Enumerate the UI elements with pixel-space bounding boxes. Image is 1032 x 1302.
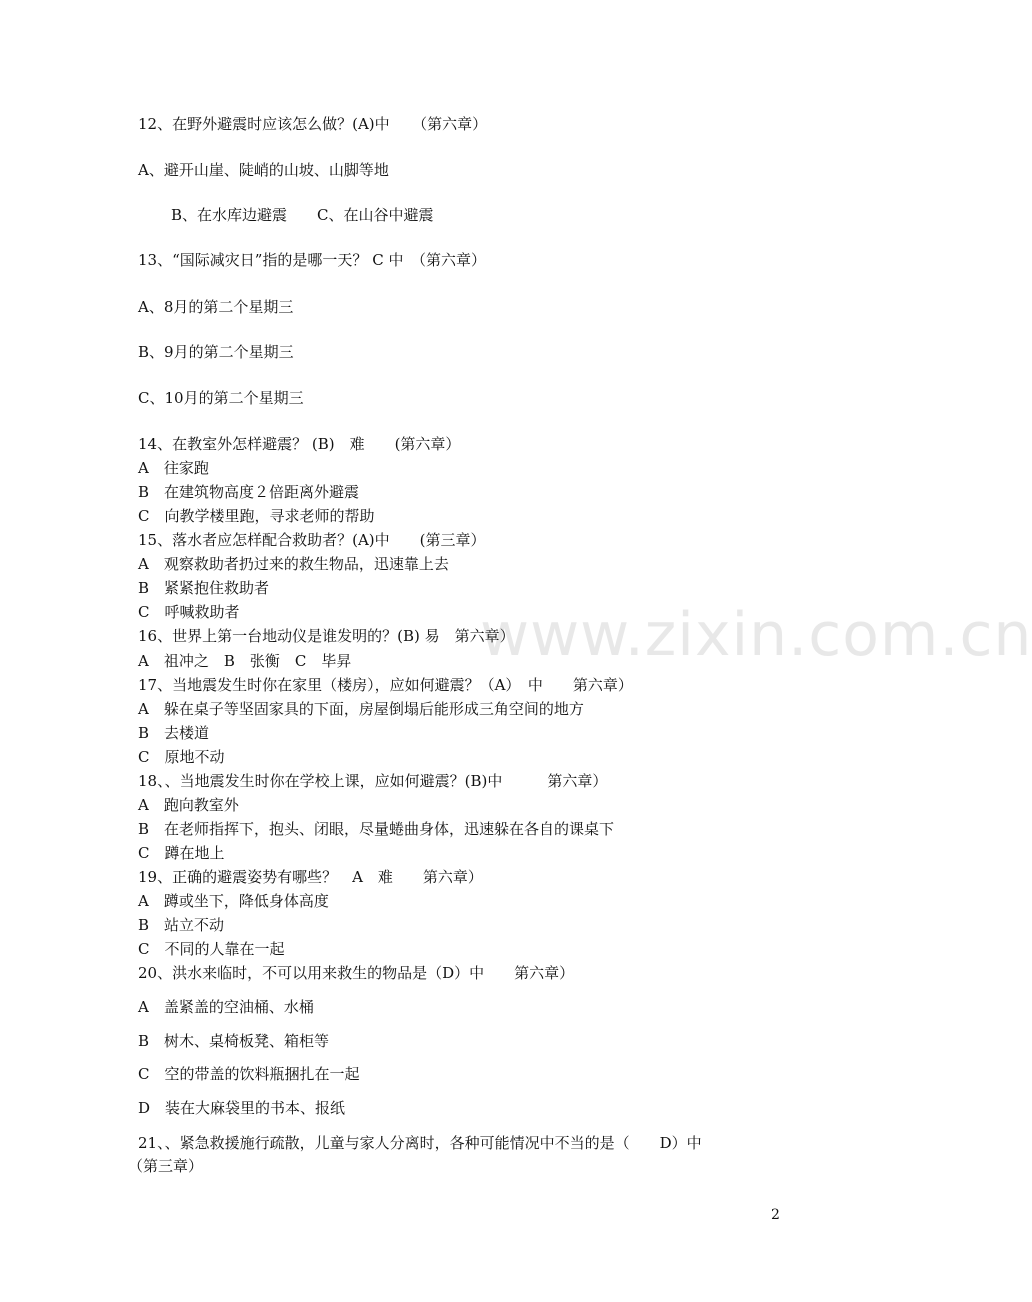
option-19a: A 蹲或坐下，降低身体高度 <box>138 892 329 910</box>
option-13b: B、9月的第二个星期三 <box>138 343 294 361</box>
option-20b: B 树木、桌椅板凳、箱柜等 <box>138 1032 330 1050</box>
option-19c: C 不同的人靠在一起 <box>138 940 285 958</box>
option-19b: B 站立不动 <box>138 916 225 934</box>
option-15c: C 呼喊救助者 <box>138 603 240 621</box>
question-12: 12、在野外避震时应该怎么做？(A)中 （第六章） <box>138 115 488 133</box>
question-13: 13、“国际减灾日”指的是哪一天？ C 中 （第六章） <box>138 251 486 269</box>
option-18c: C 蹲在地上 <box>138 844 225 862</box>
option-17b: B 去楼道 <box>138 724 210 742</box>
question-21-chapter: （第三章） <box>128 1157 204 1175</box>
option-12bc: B、在水库边避震 C、在山谷中避震 <box>171 206 434 224</box>
option-17a: A 躲在桌子等坚固家具的下面，房屋倒塌后能形成三角空间的地方 <box>138 700 584 718</box>
option-17c: C 原地不动 <box>138 748 225 766</box>
question-14: 14、在教室外怎样避震？ (B) 难 (第六章） <box>138 435 461 453</box>
options-16: A 祖冲之 B 张衡 C 毕昇 <box>138 652 352 670</box>
option-20a: A 盖紧盖的空油桶、水桶 <box>138 998 314 1016</box>
question-16: 16、世界上第一台地动仪是谁发明的？(B) 易 第六章） <box>138 627 515 645</box>
option-18b: B 在老师指挥下，抱头、闭眼，尽量蜷曲身体，迅速躲在各自的课桌下 <box>138 820 615 838</box>
question-15: 15、落水者应怎样配合救助者？(A)中 (第三章） <box>138 531 486 549</box>
question-17: 17、当地震发生时你在家里（楼房），应如何避震？（A） 中 第六章） <box>138 676 633 694</box>
option-14b: B 在建筑物高度２倍距离外避震 <box>138 483 360 501</box>
question-18: 18、、当地震发生时你在学校上课，应如何避震？(B)中 第六章） <box>138 772 608 790</box>
option-15b: B 紧紧抱住救助者 <box>138 579 270 597</box>
option-20d: D 装在大麻袋里的书本、报纸 <box>138 1099 346 1117</box>
question-20: 20、洪水来临时，不可以用来救生的物品是（D）中 第六章） <box>138 964 575 982</box>
option-18a: A 跑向教室外 <box>138 796 239 814</box>
option-13c: C、10月的第二个星期三 <box>138 389 304 407</box>
option-20c: C 空的带盖的饮料瓶捆扎在一起 <box>138 1065 360 1083</box>
option-14a: A 往家跑 <box>138 459 209 477</box>
option-14c: C 向教学楼里跑，寻求老师的帮助 <box>138 507 375 525</box>
question-21: 21、、紧急救援施行疏散，儿童与家人分离时，各种可能情况中不当的是（ D）中 <box>138 1134 702 1152</box>
page-number: 2 <box>771 1207 780 1223</box>
option-12a: A、避开山崖、陡峭的山坡、山脚等地 <box>138 161 389 179</box>
option-15a: A 观察救助者扔过来的救生物品，迅速靠上去 <box>138 555 449 573</box>
question-19: 19、正确的避震姿势有哪些？ A 难 第六章） <box>138 868 483 886</box>
option-13a: A、8月的第二个星期三 <box>138 298 294 316</box>
watermark: www.zixin.com.cn <box>480 600 1032 670</box>
